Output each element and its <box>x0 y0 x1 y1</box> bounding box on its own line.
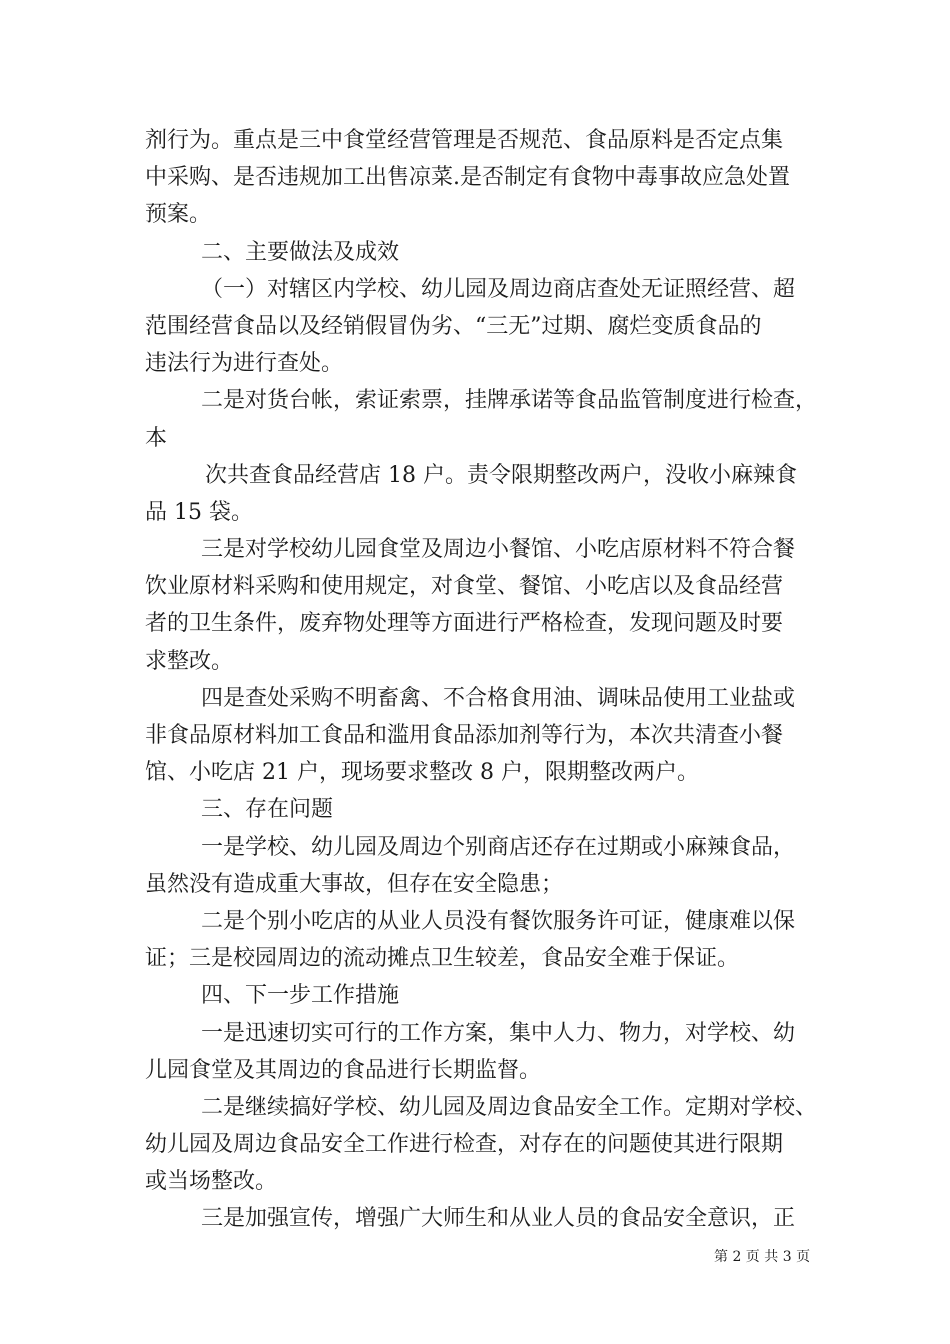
section-heading: 二、主要做法及成效 <box>201 239 400 265</box>
text-line: 虽然没有造成重大事故，但存在安全隐患； <box>145 871 564 897</box>
text-line: 非食品原材料加工食品和滥用食品添加剂等行为，本次共清查小餐 <box>145 723 784 748</box>
section-heading: 三、存在问题 <box>201 797 334 823</box>
text-line: 证；三是校园周边的流动摊点卫生较差，食品安全难于保证。 <box>145 946 740 972</box>
page-number-footer: 第 2 页 共 3 页 <box>714 1249 811 1265</box>
text-line: 四是查处采购不明畜禽、不合格食用油、调味品使用工业盐或 <box>201 685 796 711</box>
text-line: 三是对学校幼儿园食堂及周边小餐馆、小吃店原材料不符合餐 <box>201 537 796 563</box>
text-line: 剂行为。重点是三中食堂经营管理是否规范、食品原料是否定点集 <box>145 128 784 153</box>
text-line: 一是迅速切实可行的工作方案，集中人力、物力，对学校、幼 <box>201 1020 796 1046</box>
text-line: 三是加强宣传，增强广大师生和从业人员的食品安全意识，正 <box>201 1206 796 1232</box>
text-line: （一）对辖区内学校、幼儿园及周边商店查处无证照经营、超 <box>201 276 796 302</box>
text-line: 本 <box>145 425 168 451</box>
text-line: 二是对货台帐，索证索票，挂牌承诺等食品监管制度进行检查， <box>201 388 818 414</box>
text-line: 范围经营食品以及经销假冒伪劣、“三无”过期、腐烂变质食品的 <box>145 313 762 339</box>
text-line: 违法行为进行查处。 <box>145 351 344 377</box>
section-heading: 四、下一步工作措施 <box>201 983 400 1009</box>
text-line: 幼儿园及周边食品安全工作进行检查，对存在的问题使其进行限期 <box>145 1132 784 1158</box>
text-line: 儿园食堂及其周边的食品进行长期监督。 <box>145 1057 542 1083</box>
text-line: 二是继续搞好学校、幼儿园及周边食品安全工作。定期对学校、 <box>201 1094 818 1120</box>
text-line: 馆、小吃店 21 户，现场要求整改 8 户，限期整改两户。 <box>145 760 699 786</box>
text-line: 求整改。 <box>145 648 234 674</box>
text-line: 次共查食品经营店 18 户。责令限期整改两户，没收小麻辣食 <box>205 462 797 488</box>
text-line: 一是学校、幼儿园及周边个别商店还存在过期或小麻辣食品， <box>201 834 796 860</box>
text-line: 者的卫生条件，废弃物处理等方面进行严格检查，发现问题及时要 <box>145 611 784 637</box>
text-line: 饮业原材料采购和使用规定，对食堂、餐馆、小吃店以及食品经营 <box>145 574 784 600</box>
text-line: 品 15 袋。 <box>145 499 253 525</box>
text-line: 预案。 <box>145 202 212 228</box>
text-line: 或当场整改。 <box>145 1169 278 1195</box>
text-line: 中采购、是否违规加工出售凉菜.是否制定有食物中毒事故应急处置 <box>145 165 790 191</box>
text-line: 二是个别小吃店的从业人员没有餐饮服务许可证，健康难以保 <box>201 908 796 934</box>
document-body <box>145 122 818 1238</box>
